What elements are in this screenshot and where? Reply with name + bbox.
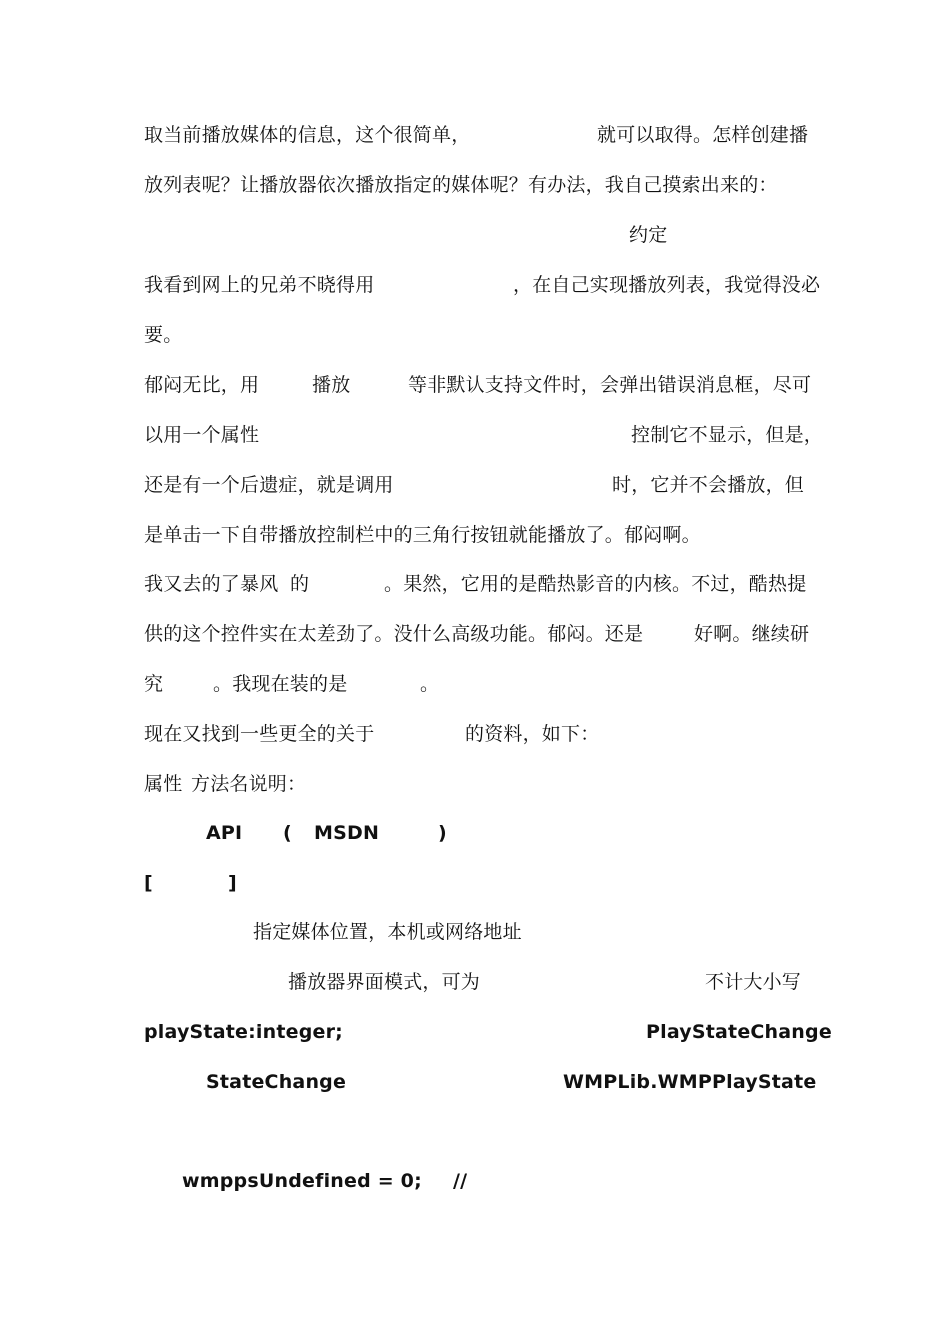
paragraph-line-1b: 就可以取得。怎样创建播 — [597, 124, 809, 146]
paragraph-line-3: 约定 — [629, 224, 668, 246]
paragraph-line-7b: 控制它不显示，但是， — [631, 424, 824, 446]
paragraph-line-9: 是单击一下自带播放控制栏中的三角行按钮就能播放了。郁闷啊。 — [144, 524, 701, 546]
paragraph-line-12a: 究 — [144, 673, 164, 695]
wmplib-playstate-type: WMPLib.WMPPlayState — [563, 1071, 817, 1093]
media-location-description: 指定媒体位置，本机或网络地址 — [253, 921, 522, 943]
playstatechange-event: PlayStateChange — [646, 1021, 832, 1043]
heading-attribute: 属性 — [144, 773, 183, 795]
open-bracket: [ — [144, 872, 153, 894]
close-paren: ) — [438, 822, 447, 844]
paragraph-line-6b: 播放 — [312, 374, 351, 396]
msdn-label: MSDN — [314, 822, 380, 844]
case-insensitive-note: 不计大小写 — [705, 971, 802, 993]
paragraph-line-6c: 等非默认支持文件时，会弹出错误消息框，尽可 — [408, 374, 812, 396]
paragraph-line-4b: ，在自己实现播放列表，我觉得没必 — [513, 274, 821, 296]
paragraph-line-10a: 我又去的了暴风 — [144, 573, 279, 595]
statechange-label: StateChange — [206, 1071, 347, 1093]
paragraph-line-12c: 。 — [420, 673, 440, 695]
paragraph-line-1a: 取当前播放媒体的信息，这个很简单， — [144, 124, 471, 146]
paragraph-line-8b: 时，它并不会播放，但 — [612, 474, 805, 496]
heading-method-description: 方法名说明： — [191, 773, 307, 795]
paragraph-line-4a: 我看到网上的兄弟不晓得用 — [144, 274, 375, 296]
paragraph-line-10b: 的 — [290, 573, 310, 595]
api-label: API — [206, 822, 243, 844]
paragraph-line-5: 要。 — [144, 324, 183, 346]
comment-marker: // — [453, 1170, 468, 1192]
paragraph-line-8a: 还是有一个后遗症，就是调用 — [144, 474, 394, 496]
wmpps-undefined-constant: wmppsUndefined = 0; — [182, 1170, 422, 1192]
paragraph-line-11a: 供的这个控件实在太差劲了。没什么高级功能。郁闷。还是 — [144, 623, 644, 645]
open-paren: ( — [283, 822, 292, 844]
paragraph-line-10c: 。果然，它用的是酷热影音的内核。不过，酷热提 — [384, 573, 807, 595]
paragraph-line-12b: 。我现在装的是 — [213, 673, 348, 695]
paragraph-line-6a: 郁闷无比，用 — [144, 374, 260, 396]
paragraph-line-13a: 现在又找到一些更全的关于 — [144, 723, 375, 745]
paragraph-line-7a: 以用一个属性 — [144, 424, 260, 446]
playstate-declaration: playState:integer; — [144, 1021, 343, 1043]
paragraph-line-13b: 的资料，如下： — [465, 723, 600, 745]
close-bracket: ] — [228, 872, 237, 894]
paragraph-line-11b: 好啊。继续研 — [694, 623, 810, 645]
paragraph-line-2: 放列表呢？让播放器依次播放指定的媒体呢？有办法，我自己摸索出来的： — [144, 174, 778, 196]
ui-mode-description: 播放器界面模式，可为 — [288, 971, 481, 993]
